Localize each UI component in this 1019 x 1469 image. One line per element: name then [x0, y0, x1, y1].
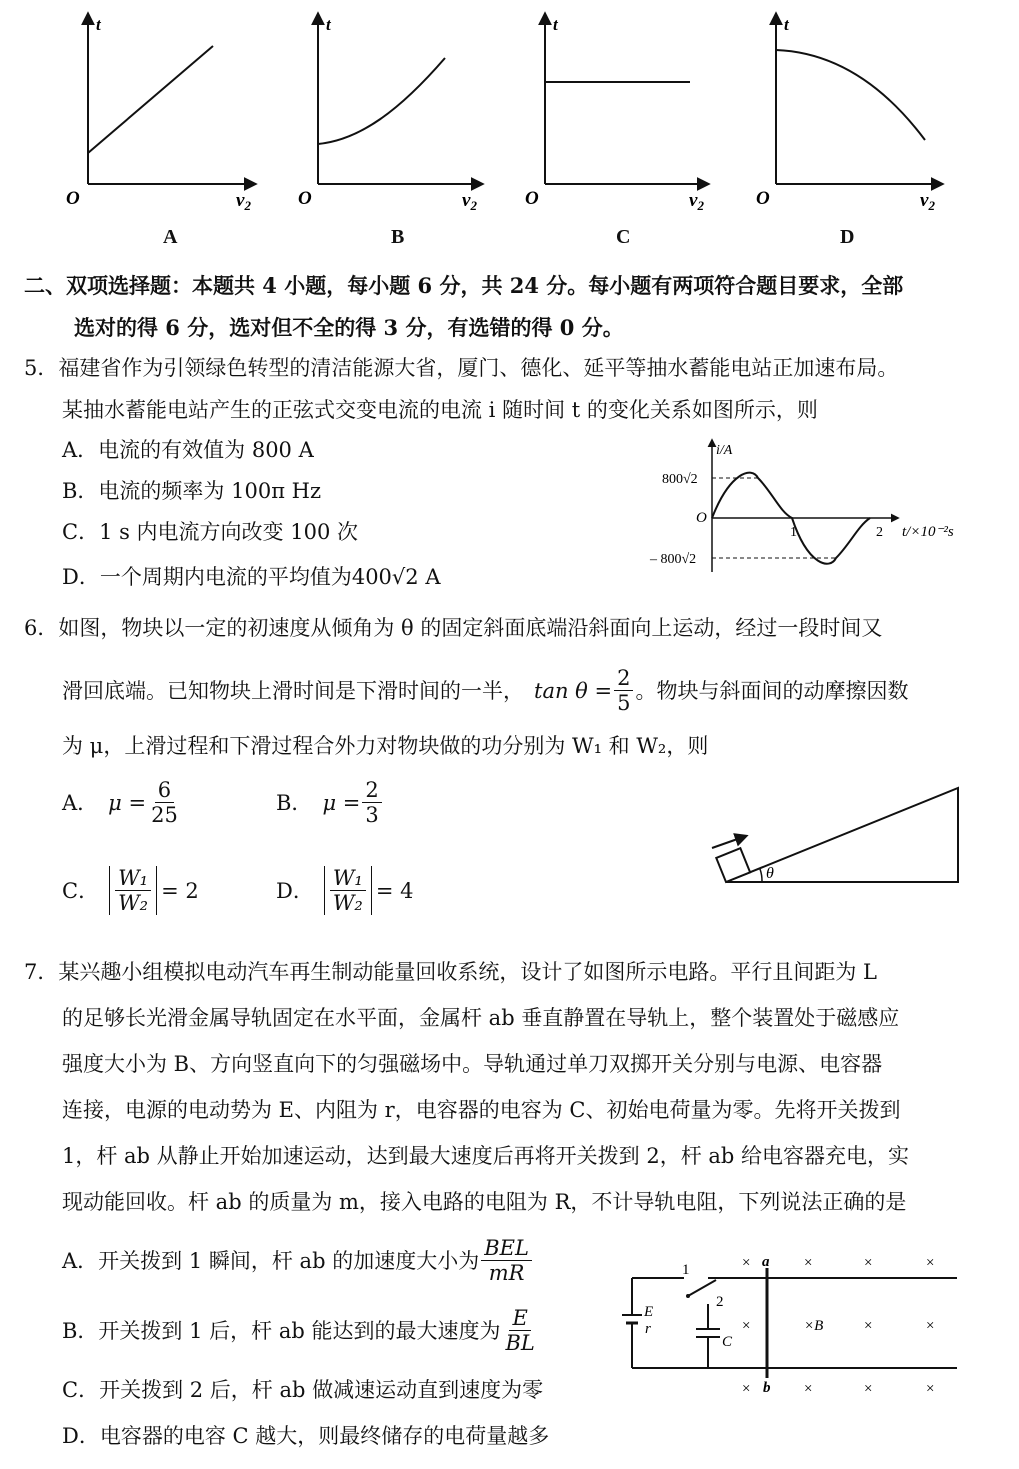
- graph-option-b-label[interactable]: B: [391, 226, 405, 248]
- q6-option-d-den: W₂: [332, 891, 363, 915]
- q7-stem-line1: 7．某兴趣小组模拟电动汽车再生制动能量回收系统，设计了如图所示电路。平行且间距为 L: [24, 960, 877, 984]
- q6-option-a-fraction: [148, 778, 181, 827]
- q6-option-c-label: C．: [62, 878, 100, 903]
- svg-text:– 800√2: – 800√2: [650, 552, 697, 567]
- svg-text:a: a: [762, 1254, 770, 1270]
- svg-text:×: ×: [864, 1318, 873, 1334]
- q6-option-d-fraction: [330, 866, 366, 915]
- graph-d: [756, 14, 942, 213]
- q7-option-a-den: mR: [488, 1261, 525, 1285]
- q5-option-d[interactable]: D．一个周期内电流的平均值为400√2 A: [62, 565, 441, 589]
- svg-text:1: 1: [682, 1262, 690, 1278]
- svg-text:×: ×: [926, 1255, 935, 1271]
- q6-option-c-abs: [109, 866, 157, 915]
- q6-option-b-num: 2: [362, 778, 381, 803]
- svg-text:C: C: [722, 1334, 733, 1350]
- q6-option-c-den: W₂: [118, 891, 149, 915]
- graph-a: [66, 14, 255, 213]
- q6-stem-line2-post: 。物块与斜面间的动摩擦因数: [635, 678, 909, 703]
- q5-option-a[interactable]: A．电流的有效值为 800 A: [62, 438, 314, 462]
- q6-option-a-num: 6: [155, 778, 174, 803]
- svg-text:i/A: i/A: [716, 443, 733, 458]
- q5-stem-line2: 某抽水蓄能电站产生的正弦式交变电流的电流 i 随时间 t 的变化关系如图所示，则: [62, 398, 818, 422]
- q6-option-a-den: 25: [151, 803, 178, 827]
- q6-stem-line2: [62, 666, 908, 715]
- graph-option-c-label[interactable]: C: [616, 226, 631, 248]
- q7-stem-line6: 现动能回收。杆 ab 的质量为 m，接入电路的电阻为 R，不计导轨电阻，下列说法正确的是: [62, 1190, 907, 1214]
- q7-option-b-den: BL: [505, 1331, 535, 1355]
- svg-text:×: ×: [804, 1255, 813, 1271]
- q6-option-a[interactable]: [62, 778, 183, 827]
- svg-text:t: t: [326, 15, 331, 34]
- section2-title-line1: 二、双项选择题：本题共 4 小题，每小题 6 分，共 24 分。每小题有两项符合题目要求，全部: [24, 273, 904, 298]
- graph-option-a-label[interactable]: A: [163, 226, 178, 248]
- q5-current-graph: [640, 432, 990, 582]
- q6-option-a-lhs: μ =: [108, 790, 147, 815]
- section2-title-line2: 选对的得 6 分，选对但不全的得 3 分，有选错的得 0 分。: [74, 315, 624, 340]
- q6-option-c-num: W₁: [115, 866, 151, 891]
- q6-option-b-lhs: μ =: [322, 790, 361, 815]
- velocity-arrow: [712, 836, 746, 848]
- block: [716, 848, 750, 882]
- svg-text:b: b: [763, 1380, 771, 1396]
- svg-text:×: ×: [926, 1318, 935, 1334]
- svg-text:2: 2: [876, 525, 883, 540]
- svg-text:O: O: [696, 510, 707, 526]
- velocity-time-graphs: [0, 0, 1019, 250]
- q6-option-d-abs: [324, 866, 372, 915]
- q6-option-d-label: D．: [276, 878, 314, 903]
- q7-option-b-pre: B．开关拨到 1 后，杆 ab 能达到的最大速度为: [62, 1318, 501, 1343]
- svg-text:×: ×: [742, 1318, 751, 1334]
- q6-option-b-fraction: [362, 778, 381, 827]
- q6-option-d-rhs: = 4: [375, 878, 414, 903]
- svg-text:O: O: [756, 188, 770, 209]
- q6-tan-num: 2: [614, 666, 633, 691]
- q7-option-b-fraction: [502, 1306, 537, 1355]
- q7-option-a-pre: A．开关拨到 1 瞬间，杆 ab 的加速度大小为: [62, 1248, 480, 1273]
- q6-option-c[interactable]: [62, 866, 199, 915]
- svg-text:t: t: [96, 15, 101, 34]
- svg-text:r: r: [645, 1321, 651, 1337]
- q6-tan-den: 5: [617, 691, 631, 715]
- q6-option-d[interactable]: [276, 866, 414, 915]
- svg-text:1: 1: [790, 525, 797, 540]
- svg-text:t/×10⁻²s: t/×10⁻²s: [902, 524, 954, 540]
- q7-option-d[interactable]: D．电容器的电容 C 越大，则最终储存的电荷量越多: [62, 1424, 550, 1448]
- svg-text:×: ×: [742, 1255, 751, 1271]
- q7-stem-line3: 强度大小为 B、方向竖直向下的匀强磁场中。导轨通过单刀双掷开关分别与电源、电容器: [62, 1052, 883, 1076]
- svg-text:E: E: [644, 1304, 654, 1320]
- svg-text:×: ×: [926, 1381, 935, 1397]
- q6-option-b-label: B．: [276, 790, 313, 815]
- q7-option-c[interactable]: C．开关拨到 2 后，杆 ab 做减速运动直到速度为零: [62, 1378, 544, 1402]
- graph-b: [298, 14, 482, 213]
- incline-triangle: [726, 788, 958, 882]
- svg-text:O: O: [66, 188, 80, 209]
- svg-text:800√2: 800√2: [662, 472, 698, 487]
- q6-option-c-fraction: [115, 866, 151, 915]
- svg-text:t: t: [784, 15, 789, 34]
- svg-text:×B: ×B: [804, 1318, 824, 1334]
- svg-text:O: O: [298, 188, 312, 209]
- svg-text:θ: θ: [766, 865, 774, 882]
- q6-option-a-label: A．: [62, 790, 99, 815]
- svg-text:v2: $v_2$: [689, 190, 704, 213]
- svg-text:v2: $v_2$: [236, 190, 251, 213]
- svg-text:×: ×: [742, 1381, 751, 1397]
- q6-tan-fraction: [614, 666, 633, 715]
- q7-stem-line2: 的足够长光滑金属导轨固定在水平面，金属杆 ab 垂直静置在导轨上，整个装置处于磁感应: [62, 1006, 900, 1030]
- q7-option-a-num: BEL: [481, 1236, 532, 1261]
- switch-blade: [688, 1280, 716, 1296]
- q6-tan-lhs: tan θ =: [534, 678, 613, 703]
- svg-text:v2: $v_2$: [462, 190, 477, 213]
- theta-arc: [760, 869, 762, 882]
- q5-option-c[interactable]: C．1 s 内电流方向改变 100 次: [62, 520, 358, 544]
- q6-stem-line1: 6．如图，物块以一定的初速度从倾角为 θ 的固定斜面底端沿斜面向上运动，经过一段时间又: [24, 616, 883, 640]
- svg-text:2: 2: [716, 1294, 724, 1310]
- q7-option-a[interactable]: [62, 1236, 534, 1285]
- graph-a-curve: [88, 46, 213, 153]
- q7-option-b[interactable]: [62, 1306, 540, 1355]
- svg-text:×: ×: [864, 1381, 873, 1397]
- graph-b-curve: [318, 58, 445, 144]
- q7-stem-line5: 1，杆 ab 从静止开始加速运动，达到最大速度后再将开关拨到 2，杆 ab 给电容器充电，实: [62, 1144, 910, 1168]
- graph-option-d-label[interactable]: D: [840, 226, 855, 248]
- svg-text:×: ×: [804, 1381, 813, 1397]
- svg-text:O: O: [525, 188, 539, 209]
- q6-stem-line2-pre: 滑回底端。已知物块上滑时间是下滑时间的一半，: [62, 678, 524, 703]
- graph-c: [525, 14, 708, 213]
- q6-incline-diagram: [700, 780, 970, 890]
- q6-option-c-rhs: = 2: [161, 878, 199, 903]
- svg-text:v2: $v_2$: [920, 190, 935, 213]
- q7-stem-line4: 连接，电源的电动势为 E、内阻为 r，电容器的电容为 C、初始电荷量为零。先将开关拨到: [62, 1098, 901, 1122]
- graph-d-curve: [776, 50, 925, 140]
- q6-option-b-den: 3: [365, 803, 379, 827]
- q6-option-b[interactable]: [276, 778, 384, 827]
- q6-option-d-num: W₁: [330, 866, 366, 891]
- q7-option-b-num: E: [509, 1306, 530, 1331]
- q5-option-b[interactable]: B．电流的频率为 100π Hz: [62, 479, 322, 503]
- q7-circuit-diagram: [612, 1250, 982, 1400]
- q6-stem-line3: 为 μ，上滑过程和下滑过程合外力对物块做的功分别为 W₁ 和 W₂，则: [62, 734, 709, 758]
- svg-text:×: ×: [864, 1255, 873, 1271]
- svg-text:t: t: [553, 15, 558, 34]
- q7-option-a-fraction: [481, 1236, 532, 1285]
- q5-stem-line1: 5．福建省作为引领绿色转型的清洁能源大省，厦门、德化、延平等抽水蓄能电站正加速布局。: [24, 356, 899, 380]
